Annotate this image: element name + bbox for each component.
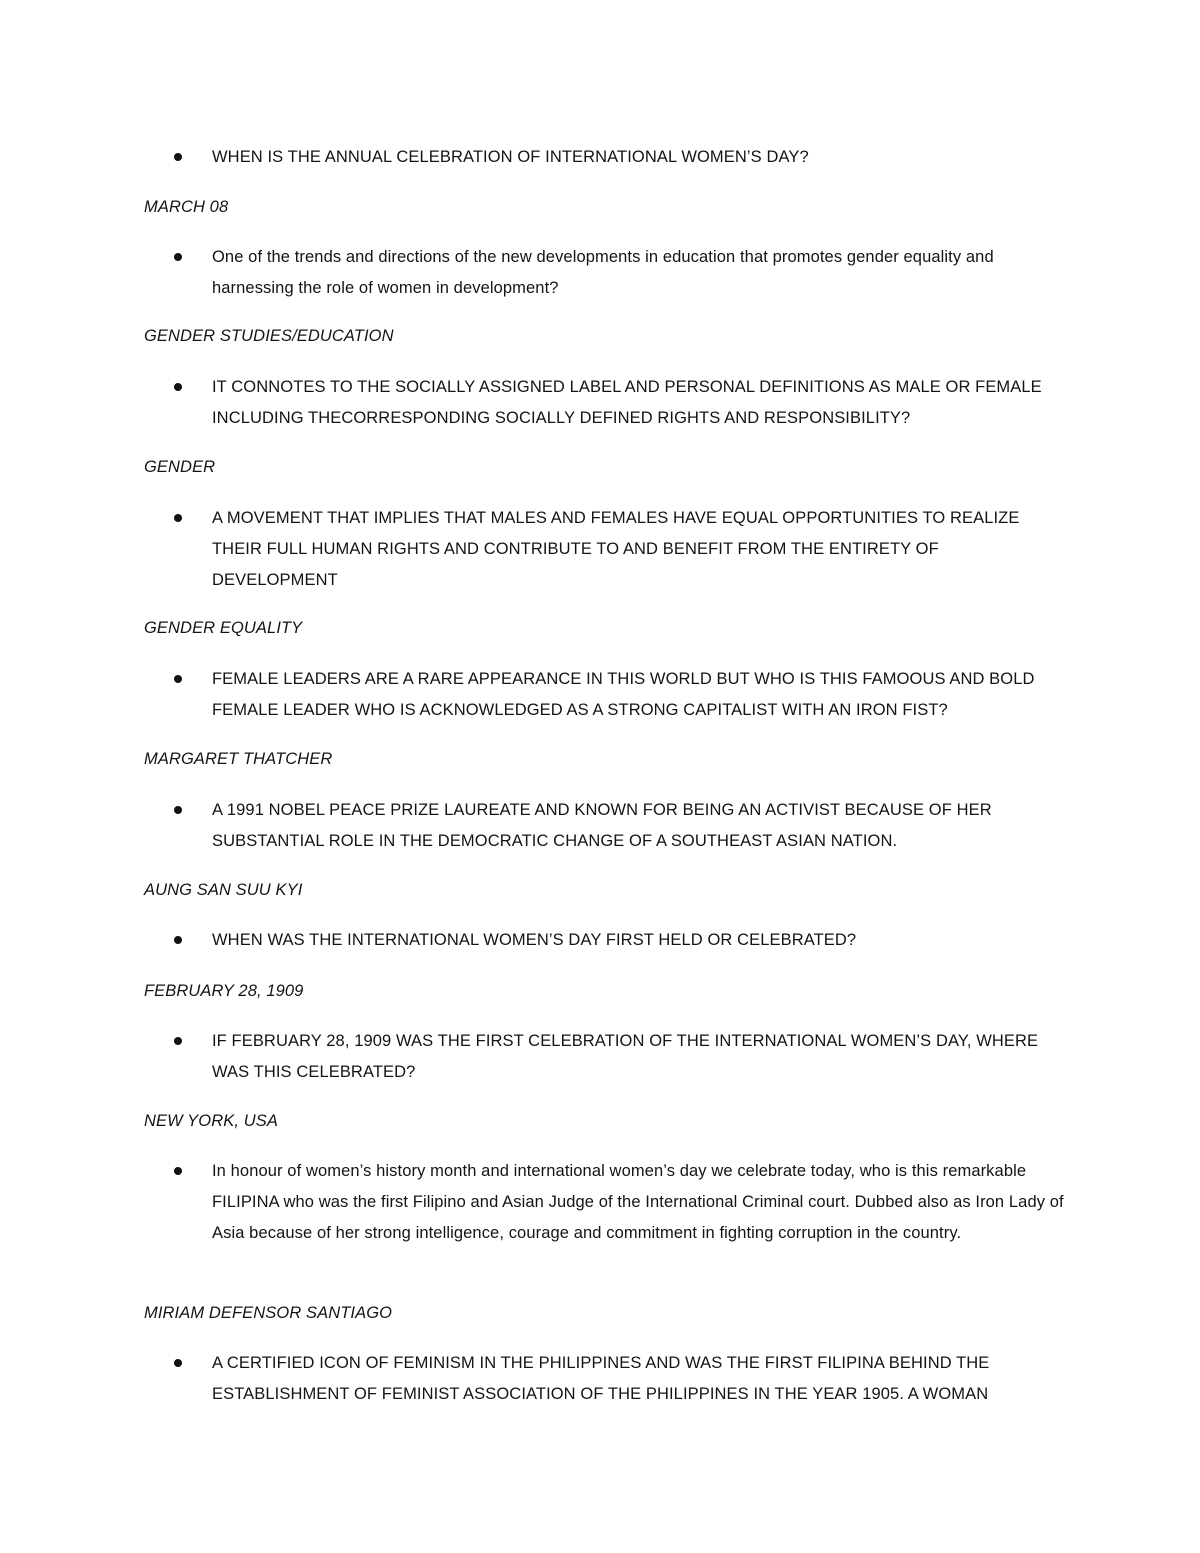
answer-text: GENDER EQUALITY [144, 619, 303, 637]
answer-text: GENDER [144, 458, 216, 476]
question-item [144, 664, 1064, 726]
question-item [144, 795, 1064, 857]
bullet-icon [174, 153, 182, 161]
question-text: WHEN WAS THE INTERNATIONAL WOMEN’S DAY FIRST HELD OR CELEBRATED? [144, 925, 1064, 956]
answer-item [144, 192, 1064, 223]
question-text: A MOVEMENT THAT IMPLIES THAT MALES AND FEMALES HAVE EQUAL OPPORTUNITIES TO REALIZE THEIR FULL HUMAN RIGHTS AND CONTRIBUTE TO AND BENEFIT FROM THE ENTIRETY OF DEVELOPMENT [144, 503, 1064, 596]
answer-item [144, 1298, 1064, 1329]
bullet-icon [174, 514, 182, 522]
answer-text: MARGARET THATCHER [144, 750, 333, 768]
bullet-icon [174, 806, 182, 814]
question-text: IF FEBRUARY 28, 1909 WAS THE FIRST CELEBRATION OF THE INTERNATIONAL WOMEN’S DAY, WHERE WAS THIS CELEBRATED? [144, 1026, 1064, 1088]
question-text: WHEN IS THE ANNUAL CELEBRATION OF INTERNATIONAL WOMEN’S DAY? [144, 142, 1064, 173]
bullet-icon [174, 675, 182, 683]
answer-item [144, 613, 1064, 644]
question-text: A 1991 NOBEL PEACE PRIZE LAUREATE AND KNOWN FOR BEING AN ACTIVIST BECAUSE OF HER SUBSTANTIAL ROLE IN THE DEMOCRATIC CHANGE OF A SOUTHEAST ASIAN NATION. [144, 795, 1064, 857]
answer-text: FEBRUARY 28, 1909 [144, 982, 304, 1000]
question-item [144, 242, 1064, 304]
bullet-icon [174, 383, 182, 391]
question-text: In honour of women’s history month and international women’s day we celebrate today, who is this remarkable FILIPINA who was the first Filipino and Asian Judge of the International Criminal court. Dubbed also as Iron Lady of Asia because of her strong intelligence, courage and commitment in fighting corruption in the country. [144, 1156, 1064, 1249]
question-item [144, 503, 1064, 596]
question-item [144, 372, 1064, 434]
answer-item [144, 452, 1064, 483]
question-text: A CERTIFIED ICON OF FEMINISM IN THE PHILIPPINES AND WAS THE FIRST FILIPINA BEHIND THE ESTABLISHMENT OF FEMINIST ASSOCIATION OF THE PHILIPPINES IN THE YEAR 1905. A WOMAN [144, 1348, 1064, 1410]
question-item [144, 1348, 1064, 1410]
answer-text: MARCH 08 [144, 198, 229, 216]
question-text: FEMALE LEADERS ARE A RARE APPEARANCE IN THIS WORLD BUT WHO IS THIS FAMOOUS AND BOLD FEMALE LEADER WHO IS ACKNOWLEDGED AS A STRONG CAPITALIST WITH AN IRON FIST? [144, 664, 1064, 726]
question-item [144, 142, 1064, 173]
question-item [144, 925, 1064, 956]
answer-item [144, 875, 1064, 906]
answer-text: AUNG SAN SUU KYI [144, 881, 303, 899]
answer-item [144, 321, 1064, 352]
question-text: IT CONNOTES TO THE SOCIALLY ASSIGNED LABEL AND PERSONAL DEFINITIONS AS MALE OR FEMALE INCLUDING THECORRESPONDING SOCIALLY DEFINED RIGHTS AND RESPONSIBILITY? [144, 372, 1064, 434]
question-item [144, 1156, 1064, 1249]
question-text: One of the trends and directions of the new developments in education that promotes gender equality and harnessing the role of women in development? [144, 242, 1064, 304]
answer-text: GENDER STUDIES/EDUCATION [144, 327, 394, 345]
answer-item [144, 744, 1064, 775]
answer-text: MIRIAM DEFENSOR SANTIAGO [144, 1304, 393, 1322]
bullet-icon [174, 936, 182, 944]
answer-item [144, 976, 1064, 1007]
bullet-icon [174, 1359, 182, 1367]
bullet-icon [174, 1037, 182, 1045]
question-item [144, 1026, 1064, 1088]
bullet-icon [174, 1167, 182, 1175]
bullet-icon [174, 253, 182, 261]
answer-item [144, 1106, 1064, 1137]
answer-text: NEW YORK, USA [144, 1112, 278, 1130]
